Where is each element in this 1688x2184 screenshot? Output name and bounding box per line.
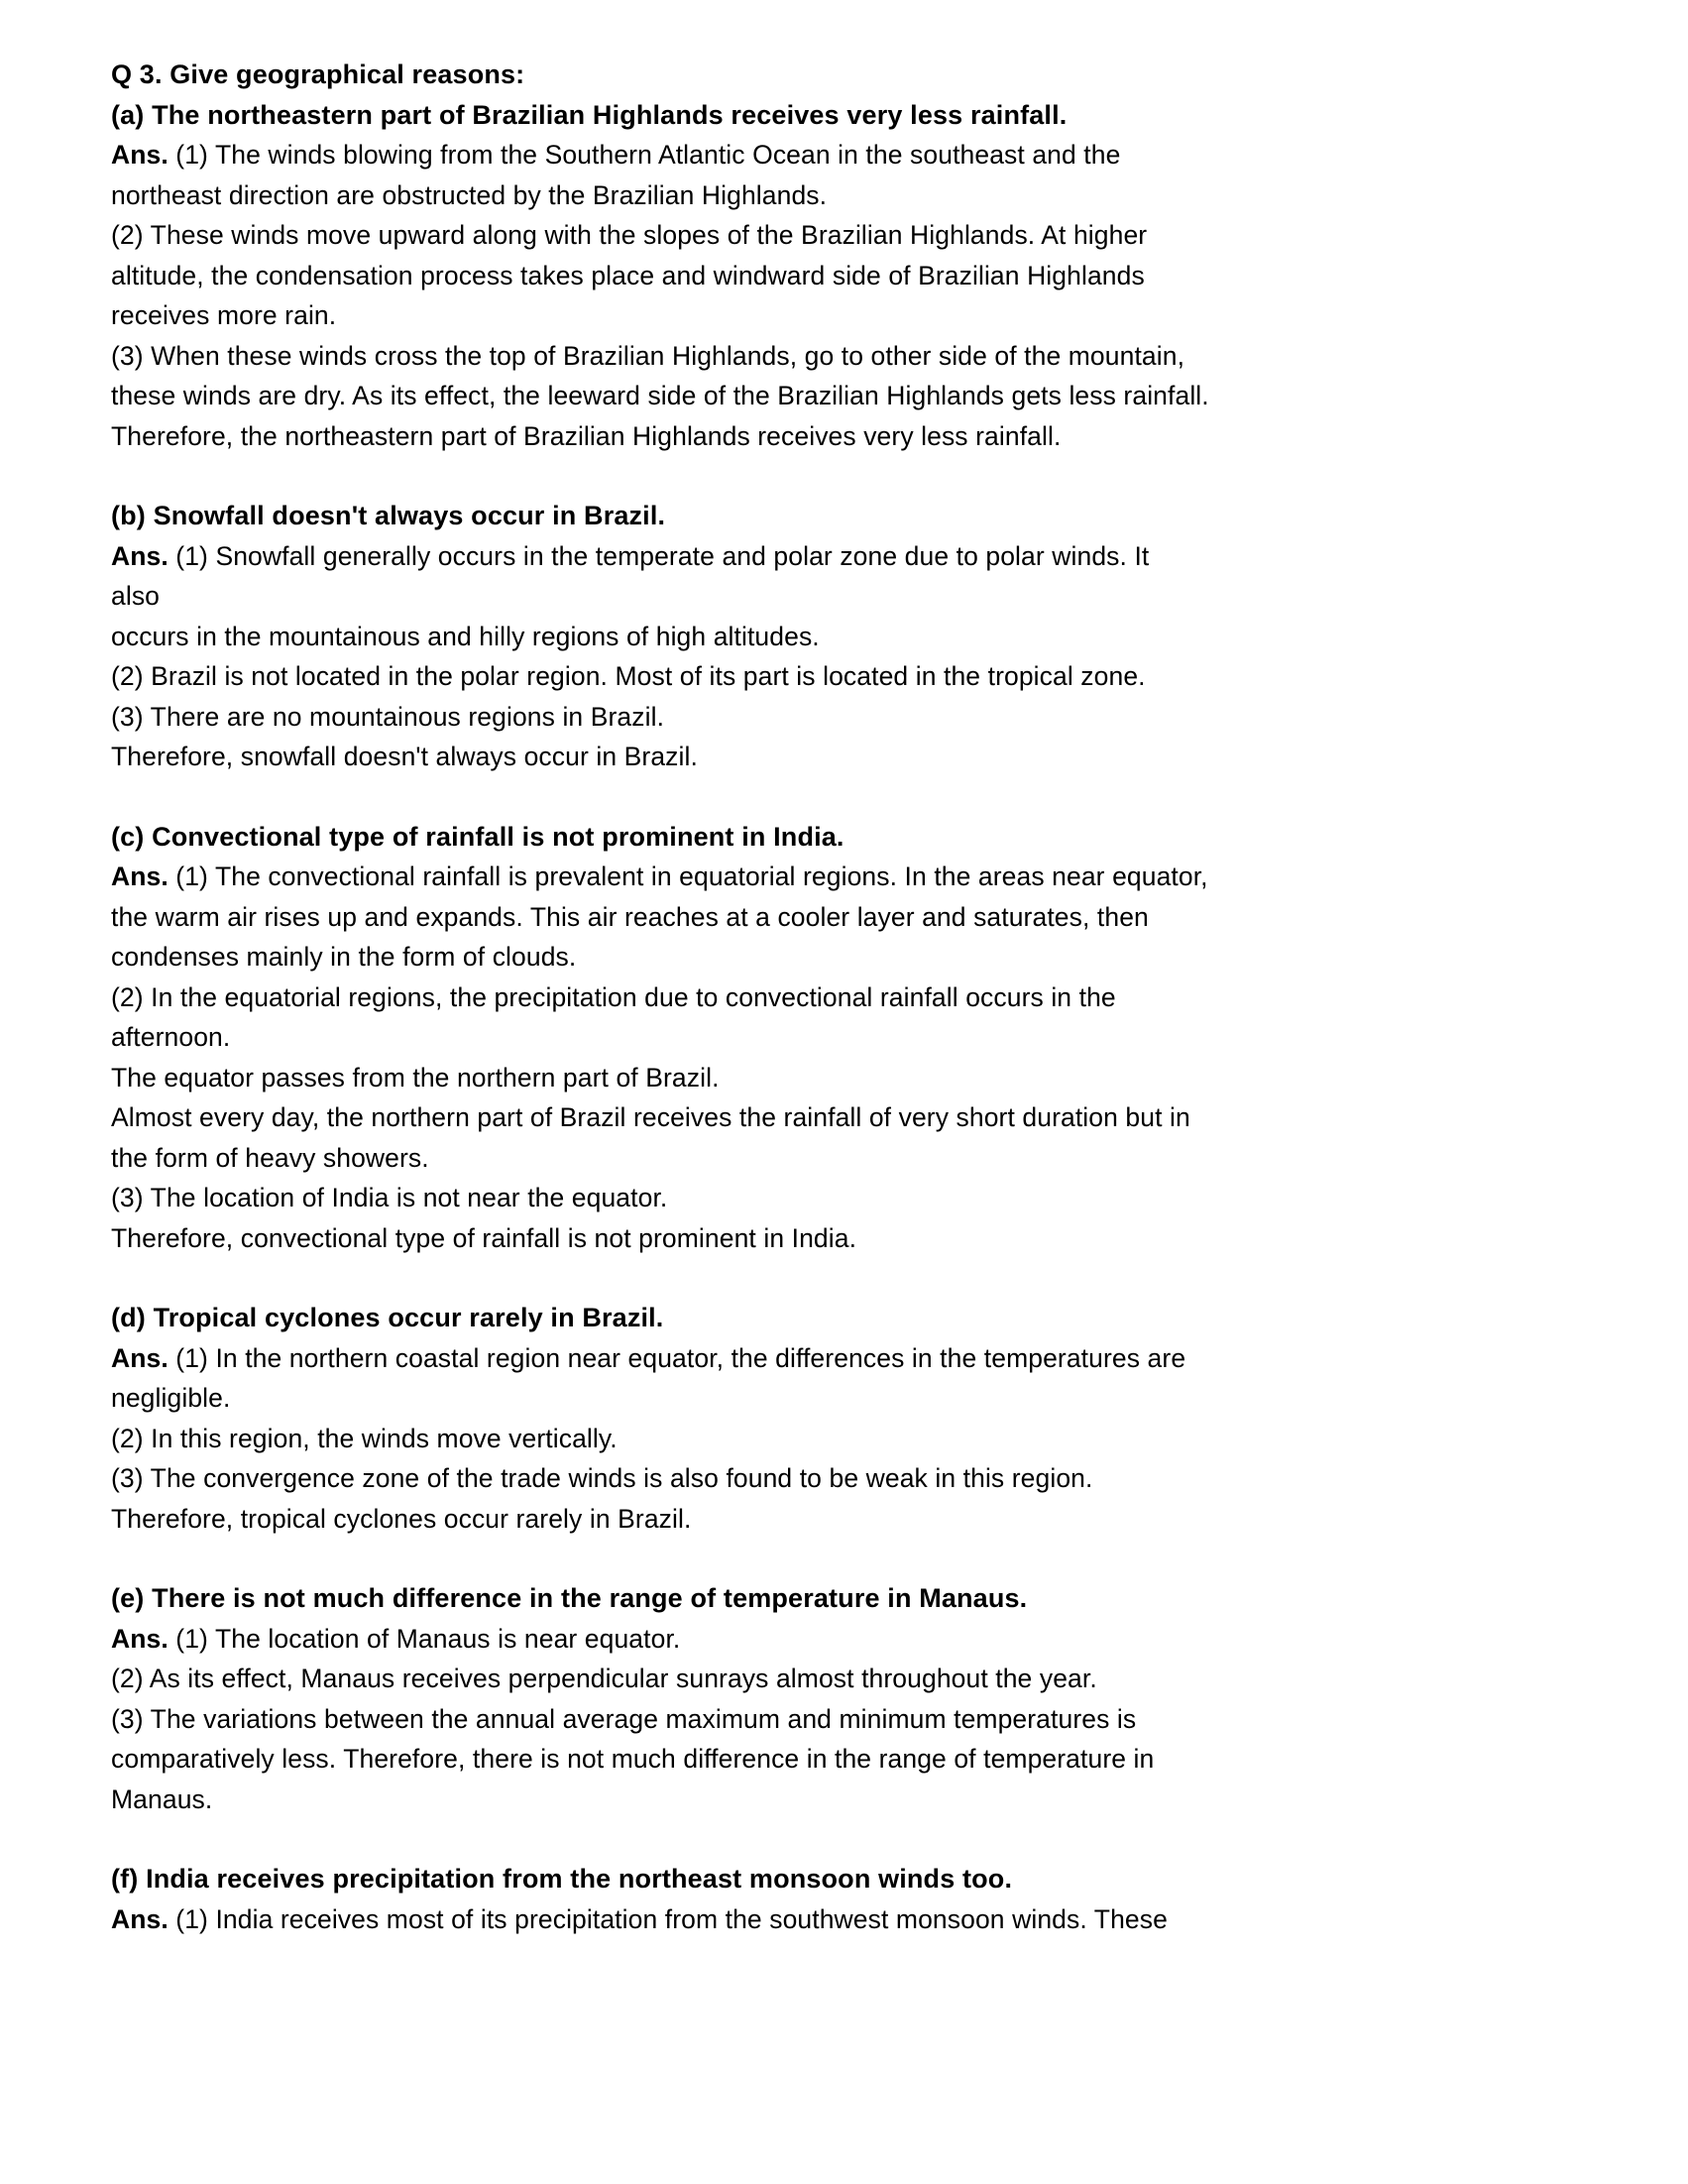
section-b-heading: (b) Snowfall doesn't always occur in Brazil. (111, 501, 666, 530)
section-a-line: altitude, the condensation process takes place and windward side of Brazilian Highlands (111, 260, 1145, 290)
document-body (111, 55, 1579, 1939)
section-c-heading: (c) Convectional type of rainfall is not prominent in India. (111, 821, 844, 852)
section-a (111, 95, 1579, 457)
ans-label-b: Ans. (111, 540, 169, 571)
ans-label-a: Ans. (111, 140, 169, 170)
section-b (111, 496, 1579, 777)
section-a-line: these winds are dry. As its effect, the leeward side of the Brazilian Highlands gets less rainfall. (111, 381, 1209, 410)
section-e (111, 1578, 1579, 1819)
section-f-answer-point-1: (1) India receives most of its precipitation from the southwest monsoon winds. These (168, 1903, 1168, 1934)
section-b-line: (3) There are no mountainous regions in Brazil. (111, 701, 665, 732)
section-a-line: (3) When these winds cross the top of Brazilian Highlands, go to other side of the mountain, (111, 340, 1185, 371)
section-b-line: occurs in the mountainous and hilly regions of high altitudes. (111, 621, 820, 651)
section-a-heading: (a) The northeastern part of Brazilian Highlands receives very less rainfall. (111, 99, 1068, 130)
section-e-line: (3) The variations between the annual average maximum and minimum temperatures is (111, 1703, 1137, 1734)
section-c-answer-point-1: (1) The convectional rainfall is prevalent in equatorial regions. In the areas near equator, (168, 862, 1208, 891)
section-d-answer-first-line (111, 1338, 1579, 1379)
section-c-line: Almost every day, the northern part of Brazil receives the rainfall of very short duration but in (111, 1102, 1190, 1132)
section-a-answer-point-1: (1) The winds blowing from the Southern Atlantic Ocean in the southeast and the (168, 140, 1121, 170)
section-spacer (111, 456, 1579, 496)
section-c-line: Therefore, convectional type of rainfall is not prominent in India. (111, 1222, 857, 1253)
section-e-answer-point-1: (1) The location of Manaus is near equator. (168, 1623, 681, 1654)
section-a-line: (2) These winds move upward along with the slopes of the Brazilian Highlands. At higher (111, 220, 1148, 250)
ans-label-d: Ans. (111, 1342, 169, 1373)
section-spacer (111, 1539, 1579, 1578)
section-c-line: condenses mainly in the form of clouds. (111, 942, 577, 972)
section-f-heading: (f) India receives precipitation from the northeast monsoon winds too. (111, 1864, 1013, 1894)
section-e-heading: (e) There is not much difference in the range of temperature in Manaus. (111, 1583, 1028, 1613)
page-title: Q 3. Give geographical reasons: (111, 59, 525, 89)
section-d-line: (2) In this region, the winds move vertically. (111, 1423, 618, 1453)
section-d-line: Therefore, tropical cyclones occur rarely in Brazil. (111, 1503, 692, 1534)
section-b-line: also (111, 581, 161, 611)
section-c-line: the warm air rises up and expands. This air reaches at a cooler layer and saturates, then (111, 901, 1149, 932)
section-b-answer-first-line (111, 536, 1579, 577)
section-f-answer-first-line (111, 1899, 1579, 1940)
section-spacer (111, 1819, 1579, 1859)
section-d-answer-point-1: (1) In the northern coastal region near equator, the differences in the temperatures are (168, 1342, 1186, 1373)
ans-label-e: Ans. (111, 1623, 169, 1654)
ans-label-c: Ans. (111, 862, 169, 891)
section-c-line: the form of heavy showers. (111, 1142, 429, 1173)
section-e-answer-first-line (111, 1619, 1579, 1660)
section-c-answer-first-line (111, 857, 1579, 897)
section-c-line: The equator passes from the northern part of Brazil. (111, 1062, 720, 1092)
section-a-answer-first-line (111, 135, 1579, 175)
section-spacer (111, 1258, 1579, 1298)
section-a-line: receives more rain. (111, 300, 337, 330)
section-a-line: northeast direction are obstructed by the Brazilian Highlands. (111, 179, 828, 210)
section-e-line: Manaus. (111, 1783, 213, 1814)
section-d-line: (3) The convergence zone of the trade winds is also found to be weak in this region. (111, 1463, 1093, 1493)
section-f (111, 1859, 1579, 1939)
ans-label-f: Ans. (111, 1903, 169, 1934)
section-b-answer-point-1: (1) Snowfall generally occurs in the temperate and polar zone due to polar winds. It (168, 540, 1150, 571)
section-d (111, 1298, 1579, 1539)
section-d-line: negligible. (111, 1383, 231, 1413)
section-c-line: afternoon. (111, 1022, 231, 1052)
section-b-line: (2) Brazil is not located in the polar region. Most of its part is located in the tropical zone. (111, 661, 1146, 691)
section-spacer (111, 777, 1579, 817)
section-c-line: (2) In the equatorial regions, the precipitation due to convectional rainfall occurs in the (111, 981, 1116, 1012)
section-e-line: (2) As its effect, Manaus receives perpendicular sunrays almost throughout the year. (111, 1664, 1097, 1693)
section-a-line: Therefore, the northeastern part of Brazilian Highlands receives very less rainfall. (111, 420, 1062, 451)
section-b-line: Therefore, snowfall doesn't always occur in Brazil. (111, 742, 698, 771)
section-c (111, 817, 1579, 1259)
section-d-heading: (d) Tropical cyclones occur rarely in Brazil. (111, 1303, 664, 1332)
section-c-line: (3) The location of India is not near the equator. (111, 1183, 668, 1212)
section-e-line: comparatively less. Therefore, there is not much difference in the range of temperature in (111, 1744, 1155, 1774)
